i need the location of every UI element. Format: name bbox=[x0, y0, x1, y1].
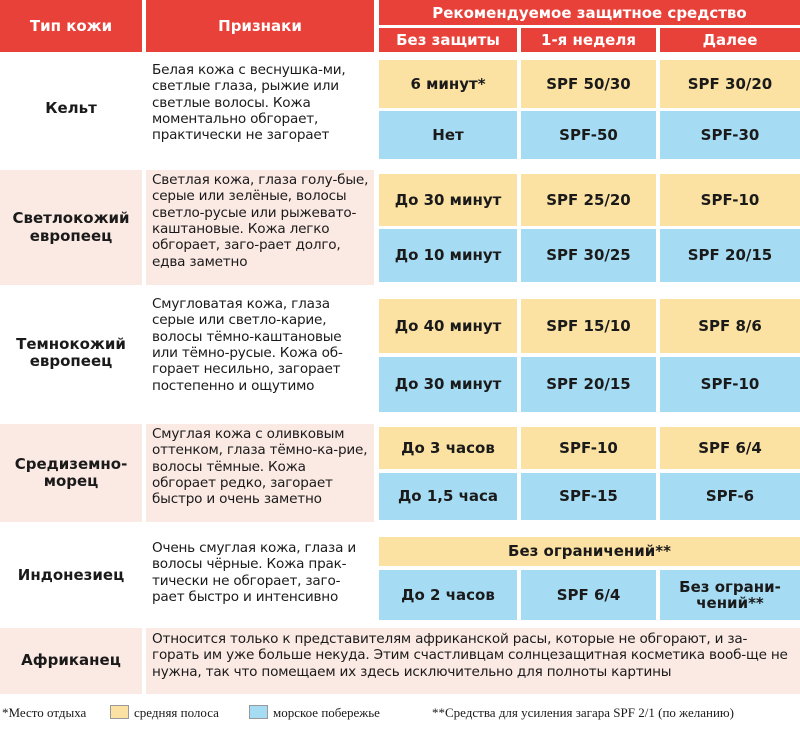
legend-middle-band: средняя полоса bbox=[134, 705, 219, 720]
header-week1: 1-я неделя bbox=[521, 28, 656, 52]
row1-mid-no-protection: 6 минут* bbox=[379, 60, 517, 108]
row-type-dark-european: Темнокожий европеец bbox=[0, 291, 142, 415]
legend-seaside: морское побережье bbox=[273, 705, 380, 720]
row3-sea-later: SPF-10 bbox=[660, 357, 800, 412]
header-skin-type: Тип кожи bbox=[0, 0, 142, 52]
row-type-indonesian: Индонезиец bbox=[0, 530, 142, 622]
row4-mid-week1: SPF-10 bbox=[521, 427, 656, 469]
legend-swatch-middle-band bbox=[110, 705, 129, 719]
row-desc-celt: Белая кожа с веснушка-ми, светлые глаза, рыжие или светлые волосы. Кожа моментально обгорает, практически не загорает bbox=[146, 60, 374, 163]
row-desc-indonesian: Очень смуглая кожа, глаза и волосы чёрные. Кожа прак-тически не обгорает, заго-рает быстро и интенсивно bbox=[146, 538, 374, 622]
row2-mid-week1: SPF 25/20 bbox=[521, 174, 656, 226]
row4-sea-no-protection: До 1,5 часа bbox=[379, 473, 517, 520]
row1-mid-later: SPF 30/20 bbox=[660, 60, 800, 108]
row5-mid-merged: Без ограничений** bbox=[379, 537, 800, 566]
row-desc-mediterranean: Смуглая кожа с оливковым оттенком, глаза тёмно-ка-рие, волосы тёмные. Кожа обгорает редко, загорает быстро и очень заметно bbox=[146, 424, 374, 522]
row-desc-african: Относится только к представителям африканской расы, которые не обгорают, и за-горать им уже больше некуда. Этим счастливцам солнцезащитная косметика вооб-ще не нужна, так что помещаем их здесь исключительно для полноты картины bbox=[146, 628, 800, 694]
row2-mid-no-protection: До 30 минут bbox=[379, 174, 517, 226]
header-later: Далее bbox=[660, 28, 800, 52]
row3-sea-week1: SPF 20/15 bbox=[521, 357, 656, 412]
header-recommended: Рекомендуемое защитное средство bbox=[379, 0, 800, 25]
legend-swatch-seaside bbox=[249, 705, 268, 719]
row-desc-dark-european: Смугловатая кожа, глаза серые или светло-карие, волосы тёмно-каштановые или тёмно-русые. Кожа об-горает несильно, загорает постепенно и ощутимо bbox=[146, 294, 374, 415]
row1-mid-week1: SPF 50/30 bbox=[521, 60, 656, 108]
row1-sea-later: SPF-30 bbox=[660, 111, 800, 159]
legend-tan-note: **Средства для усиления загара SPF 2/1 (по желанию) bbox=[432, 705, 734, 720]
row1-sea-week1: SPF-50 bbox=[521, 111, 656, 159]
row5-sea-later: Без ограни-чений** bbox=[660, 570, 800, 620]
row5-sea-week1: SPF 6/4 bbox=[521, 570, 656, 620]
row3-mid-later: SPF 8/6 bbox=[660, 299, 800, 353]
row-desc-fair-european: Светлая кожа, глаза голу-бые, серые или зелёные, волосы светло-русые или рыжевато-каштановые. Кожа легко обгорает, заго-рает долго, едва заметно bbox=[146, 170, 374, 285]
row2-sea-week1: SPF 30/25 bbox=[521, 229, 656, 282]
row-type-mediterranean: Средиземно-морец bbox=[0, 424, 142, 522]
row-type-fair-european: Светлокожий европеец bbox=[0, 170, 142, 285]
row3-mid-week1: SPF 15/10 bbox=[521, 299, 656, 353]
row3-mid-no-protection: До 40 минут bbox=[379, 299, 517, 353]
row2-sea-later: SPF 20/15 bbox=[660, 229, 800, 282]
row2-sea-no-protection: До 10 минут bbox=[379, 229, 517, 282]
row-type-celt: Кельт bbox=[0, 55, 142, 163]
row3-sea-no-protection: До 30 минут bbox=[379, 357, 517, 412]
row1-sea-no-protection: Нет bbox=[379, 111, 517, 159]
row4-mid-later: SPF 6/4 bbox=[660, 427, 800, 469]
row4-sea-later: SPF-6 bbox=[660, 473, 800, 520]
row5-sea-no-protection: До 2 часов bbox=[379, 570, 517, 620]
row2-mid-later: SPF-10 bbox=[660, 174, 800, 226]
row4-mid-no-protection: До 3 часов bbox=[379, 427, 517, 469]
legend-resort: *Место отдыха bbox=[2, 705, 87, 720]
row4-sea-week1: SPF-15 bbox=[521, 473, 656, 520]
row-type-african: Африканец bbox=[0, 628, 142, 694]
header-signs: Признаки bbox=[146, 0, 374, 52]
header-no-protection: Без защиты bbox=[379, 28, 517, 52]
